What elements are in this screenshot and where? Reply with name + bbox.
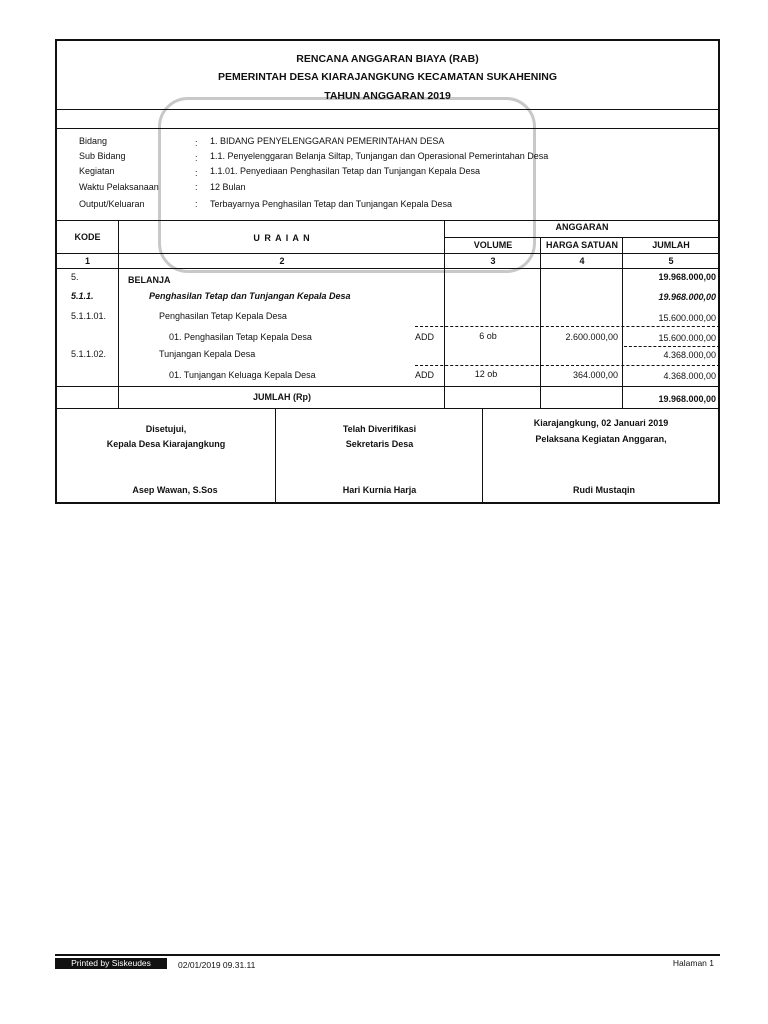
- detail-dashed-line: [415, 326, 720, 327]
- row-harga-satuan: 364.000,00: [572, 370, 618, 380]
- signature-place-date: Kiarajangkung, 02 Januari 2019: [533, 418, 669, 428]
- header-kode: KODE: [74, 232, 101, 242]
- signature-name: Asep Wawan, S.Sos: [132, 485, 218, 495]
- footer-line: [55, 954, 720, 956]
- row-jumlah: 19.968.000,00: [658, 292, 716, 302]
- header-harga-satuan: HARGA SATUAN: [546, 240, 618, 250]
- signature-divider: [482, 408, 483, 504]
- col-number: 4: [579, 256, 585, 266]
- signature-role: Pelaksana Kegiatan Anggaran,: [535, 434, 667, 444]
- signature-heading: Disetujui,: [145, 424, 187, 434]
- row-uraian: 01. Tunjangan Keluaga Kepala Desa: [169, 370, 316, 380]
- info-label: Bidang: [79, 136, 108, 146]
- info-separator: :: [195, 199, 198, 209]
- row-kode: 5.: [71, 272, 79, 282]
- row-sumber-dana: ADD: [415, 370, 435, 380]
- col-number: 1: [84, 256, 90, 266]
- signature-role: Sekretaris Desa: [345, 439, 414, 449]
- row-jumlah: 15.600.000,00: [658, 333, 716, 343]
- signature-heading: Telah Diverifikasi: [342, 424, 417, 434]
- signature-role: Kepala Desa Kiarajangkung: [106, 439, 226, 449]
- colnum-bottom-line: [55, 268, 720, 269]
- row-uraian: BELANJA: [128, 275, 171, 285]
- row-uraian: 01. Penghasilan Tetap Kepala Desa: [169, 332, 312, 342]
- detail-dashed-line: [624, 346, 720, 347]
- header-anggaran: ANGGARAN: [555, 222, 609, 232]
- signature-name: Hari Kurnia Harja: [342, 485, 417, 495]
- row-volume: 12 ob: [474, 369, 498, 379]
- col-divider-harga: [622, 237, 623, 408]
- info-value: 12 Bulan: [210, 182, 246, 192]
- anggaran-divider: [445, 237, 720, 238]
- row-volume: 6 ob: [479, 331, 497, 341]
- info-value: 1.1. Penyelenggaran Belanja Siltap, Tunjangan dan Operasional Pemerintahan Desa: [210, 151, 549, 161]
- info-separator: :: [195, 138, 198, 148]
- info-label: Waktu Pelaksanaan: [79, 182, 159, 192]
- row-sumber-dana: ADD: [415, 332, 435, 342]
- row-uraian: Penghasilan Tetap Kepala Desa: [159, 311, 287, 321]
- header-jumlah: JUMLAH: [652, 240, 690, 250]
- row-uraian: Penghasilan Tetap dan Tunjangan Kepala Desa: [149, 291, 351, 301]
- print-timestamp: 02/01/2019 09.31.11: [178, 960, 256, 970]
- row-jumlah: 4.368.000,00: [663, 350, 716, 360]
- col-number: 2: [279, 256, 285, 266]
- info-separator: :: [195, 168, 198, 178]
- header-bottom-line: [55, 253, 720, 254]
- info-separator: :: [195, 182, 198, 192]
- divider: [55, 128, 720, 129]
- row-jumlah: 19.968.000,00: [658, 272, 716, 282]
- row-kode: 5.1.1.01.: [71, 311, 107, 321]
- total-value: 19.968.000,00: [658, 394, 716, 404]
- col-number: 5: [668, 256, 674, 266]
- doc-year: TAHUN ANGGARAN 2019: [324, 90, 451, 102]
- info-value: Terbayarnya Penghasilan Tetap dan Tunjangan Kepala Desa: [210, 199, 453, 209]
- info-label: Kegiatan: [79, 166, 115, 176]
- info-value: 1. BIDANG PENYELENGGARAN PEMERINTAHAN DESA: [210, 136, 445, 146]
- info-label: Sub Bidang: [79, 151, 126, 161]
- body-bottom-line: [55, 386, 720, 387]
- header-uraian: U R A I A N: [253, 233, 311, 243]
- header-volume: VOLUME: [473, 240, 513, 250]
- info-label: Output/Keluaran: [79, 199, 145, 209]
- row-kode: 5.1.1.02.: [71, 349, 107, 359]
- row-kode: 5.1.1.: [71, 291, 94, 301]
- doc-subtitle: PEMERINTAH DESA KIARAJANGKUNG KECAMATAN SUKAHENING: [217, 71, 558, 83]
- detail-dashed-line: [415, 365, 720, 366]
- info-value: 1.1.01. Penyediaan Penghasilan Tetap dan Tunjangan Kepala Desa: [210, 166, 481, 176]
- row-jumlah: 15.600.000,00: [658, 313, 716, 323]
- total-label: JUMLAH (Rp): [253, 392, 311, 402]
- info-separator: :: [195, 153, 198, 163]
- divider: [55, 109, 720, 110]
- row-harga-satuan: 2.600.000,00: [565, 332, 618, 342]
- signature-name: Rudi Mustaqin: [573, 485, 635, 495]
- row-jumlah: 4.368.000,00: [663, 371, 716, 381]
- col-divider-uraian: [444, 220, 445, 408]
- doc-title: RENCANA ANGGARAN BIAYA (RAB): [296, 53, 479, 65]
- printed-by-badge: Printed by Siskeudes: [55, 958, 167, 969]
- row-uraian: Tunjangan Kepala Desa: [159, 349, 256, 359]
- col-divider-volume: [540, 237, 541, 408]
- total-bottom-line: [55, 408, 720, 409]
- col-divider-kode: [118, 220, 119, 408]
- page-number: Halaman 1: [672, 958, 714, 968]
- col-number: 3: [490, 256, 496, 266]
- table-top-line: [55, 220, 720, 221]
